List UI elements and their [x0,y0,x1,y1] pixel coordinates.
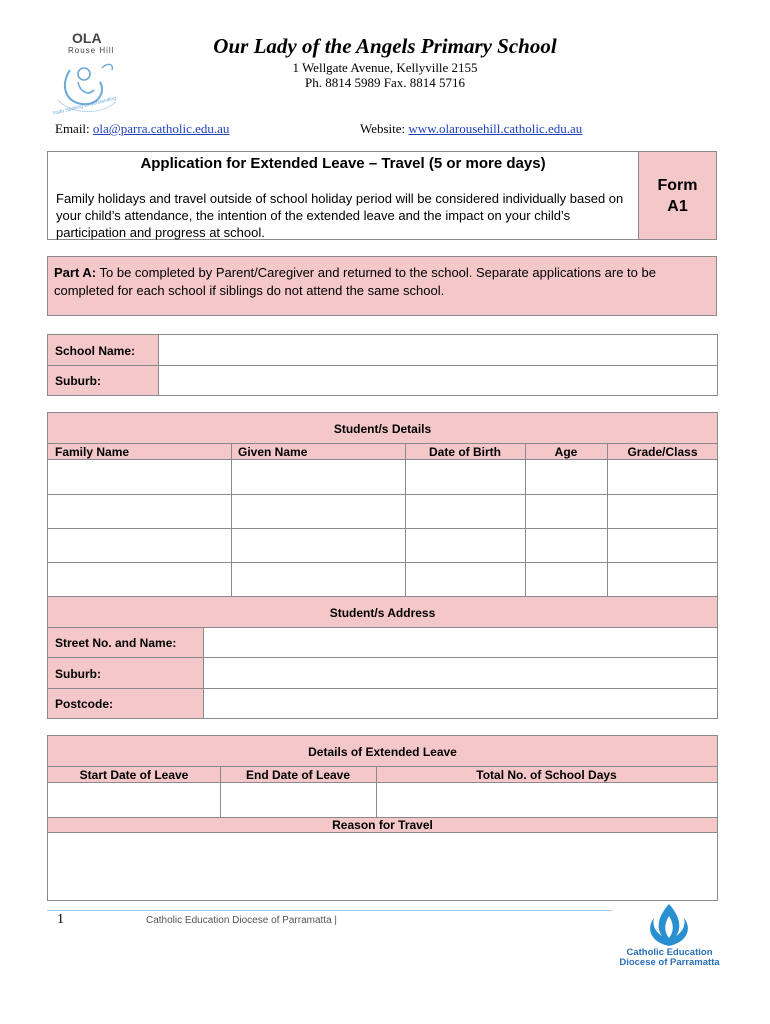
col-start-date: Start Date of Leave [79,768,189,782]
address-title: Student/s Address [329,606,436,620]
end-date-field[interactable] [221,783,376,817]
website-line [360,121,582,137]
col-given-name: Given Name [238,445,308,459]
part-a-box [47,256,717,316]
ceo-logo [612,902,727,972]
logo-text: OLA [72,30,102,46]
form-label: Form [657,177,698,194]
school-suburb-label: Suburb: [55,374,101,388]
part-a-instructions: To be completed by Parent/Caregiver and returned to the school. Separate applications are to be completed for each school if siblings do not attend the same school. [54,265,656,298]
postcode-label: Postcode: [55,697,114,711]
school-address: 1 Wellgate Avenue, Kellyville 2155 [292,60,478,75]
address-suburb-label: Suburb: [55,667,101,681]
school-logo [50,30,130,117]
school-name-label: School Name: [55,344,136,358]
school-table [47,334,718,396]
part-a-label: Part A: [54,265,97,280]
intro-box [47,151,717,240]
website-link[interactable]: www.olarousehill.catholic.edu.au [408,121,583,136]
postcode-field[interactable] [204,689,717,718]
school-name-field[interactable] [159,335,717,365]
address-suburb-field[interactable] [204,658,717,688]
col-grade-class: Grade/Class [627,445,698,459]
student-row-2[interactable] [48,495,717,528]
part-a-text [54,264,710,300]
logo-motto: Faith Seeking Understanding [52,95,117,117]
email-line [55,121,229,137]
leave-table [47,735,718,901]
footer-rule [47,910,612,911]
students-title: Student/s Details [333,422,432,436]
reason-title: Reason for Travel [332,818,433,832]
form-number: A1 [667,198,688,215]
website-label: Website: [360,121,406,136]
page-number: 1 [57,912,64,927]
intro-body: Family holidays and travel outside of school holiday period will be considered individually based on your child’s attendance, the intention of the extended leave and the impact on your child’s participation and progress at school. [56,191,624,240]
col-family-name: Family Name [55,445,130,459]
start-date-field[interactable] [48,783,220,817]
col-end-date: End Date of Leave [245,768,351,782]
total-days-field[interactable] [377,783,717,817]
reason-field[interactable] [48,833,717,900]
col-total-days: Total No. of School Days [476,768,617,782]
email-link[interactable]: ola@parra.catholic.edu.au [92,121,230,136]
student-row-4[interactable] [48,563,717,596]
ceo-logo-line-1: Catholic Education [626,947,713,958]
street-label: Street No. and Name: [55,636,177,650]
school-title: Our Lady of the Angels Primary School [213,34,557,58]
school-phone: Ph. 8814 5989 Fax. 8814 5716 [305,75,465,90]
logo-subtext: Rouse Hill [68,46,115,55]
col-date-of-birth: Date of Birth [429,445,501,459]
ceo-flame-icon [612,902,727,948]
col-age: Age [554,445,578,459]
school-suburb-field[interactable] [159,366,717,395]
intro-title: Application for Extended Leave – Travel (5 or more days) [140,155,546,172]
footer-org-text: Catholic Education Diocese of Parramatta | [146,915,338,926]
email-label: Email: [55,121,90,136]
student-row-1[interactable] [48,460,717,494]
student-row-3[interactable] [48,529,717,562]
street-field[interactable] [204,628,717,657]
leave-title: Details of Extended Leave [308,745,457,759]
form-code-box [639,152,716,239]
ceo-logo-line-2: Diocese of Parramatta [619,957,720,968]
students-table [47,412,718,719]
